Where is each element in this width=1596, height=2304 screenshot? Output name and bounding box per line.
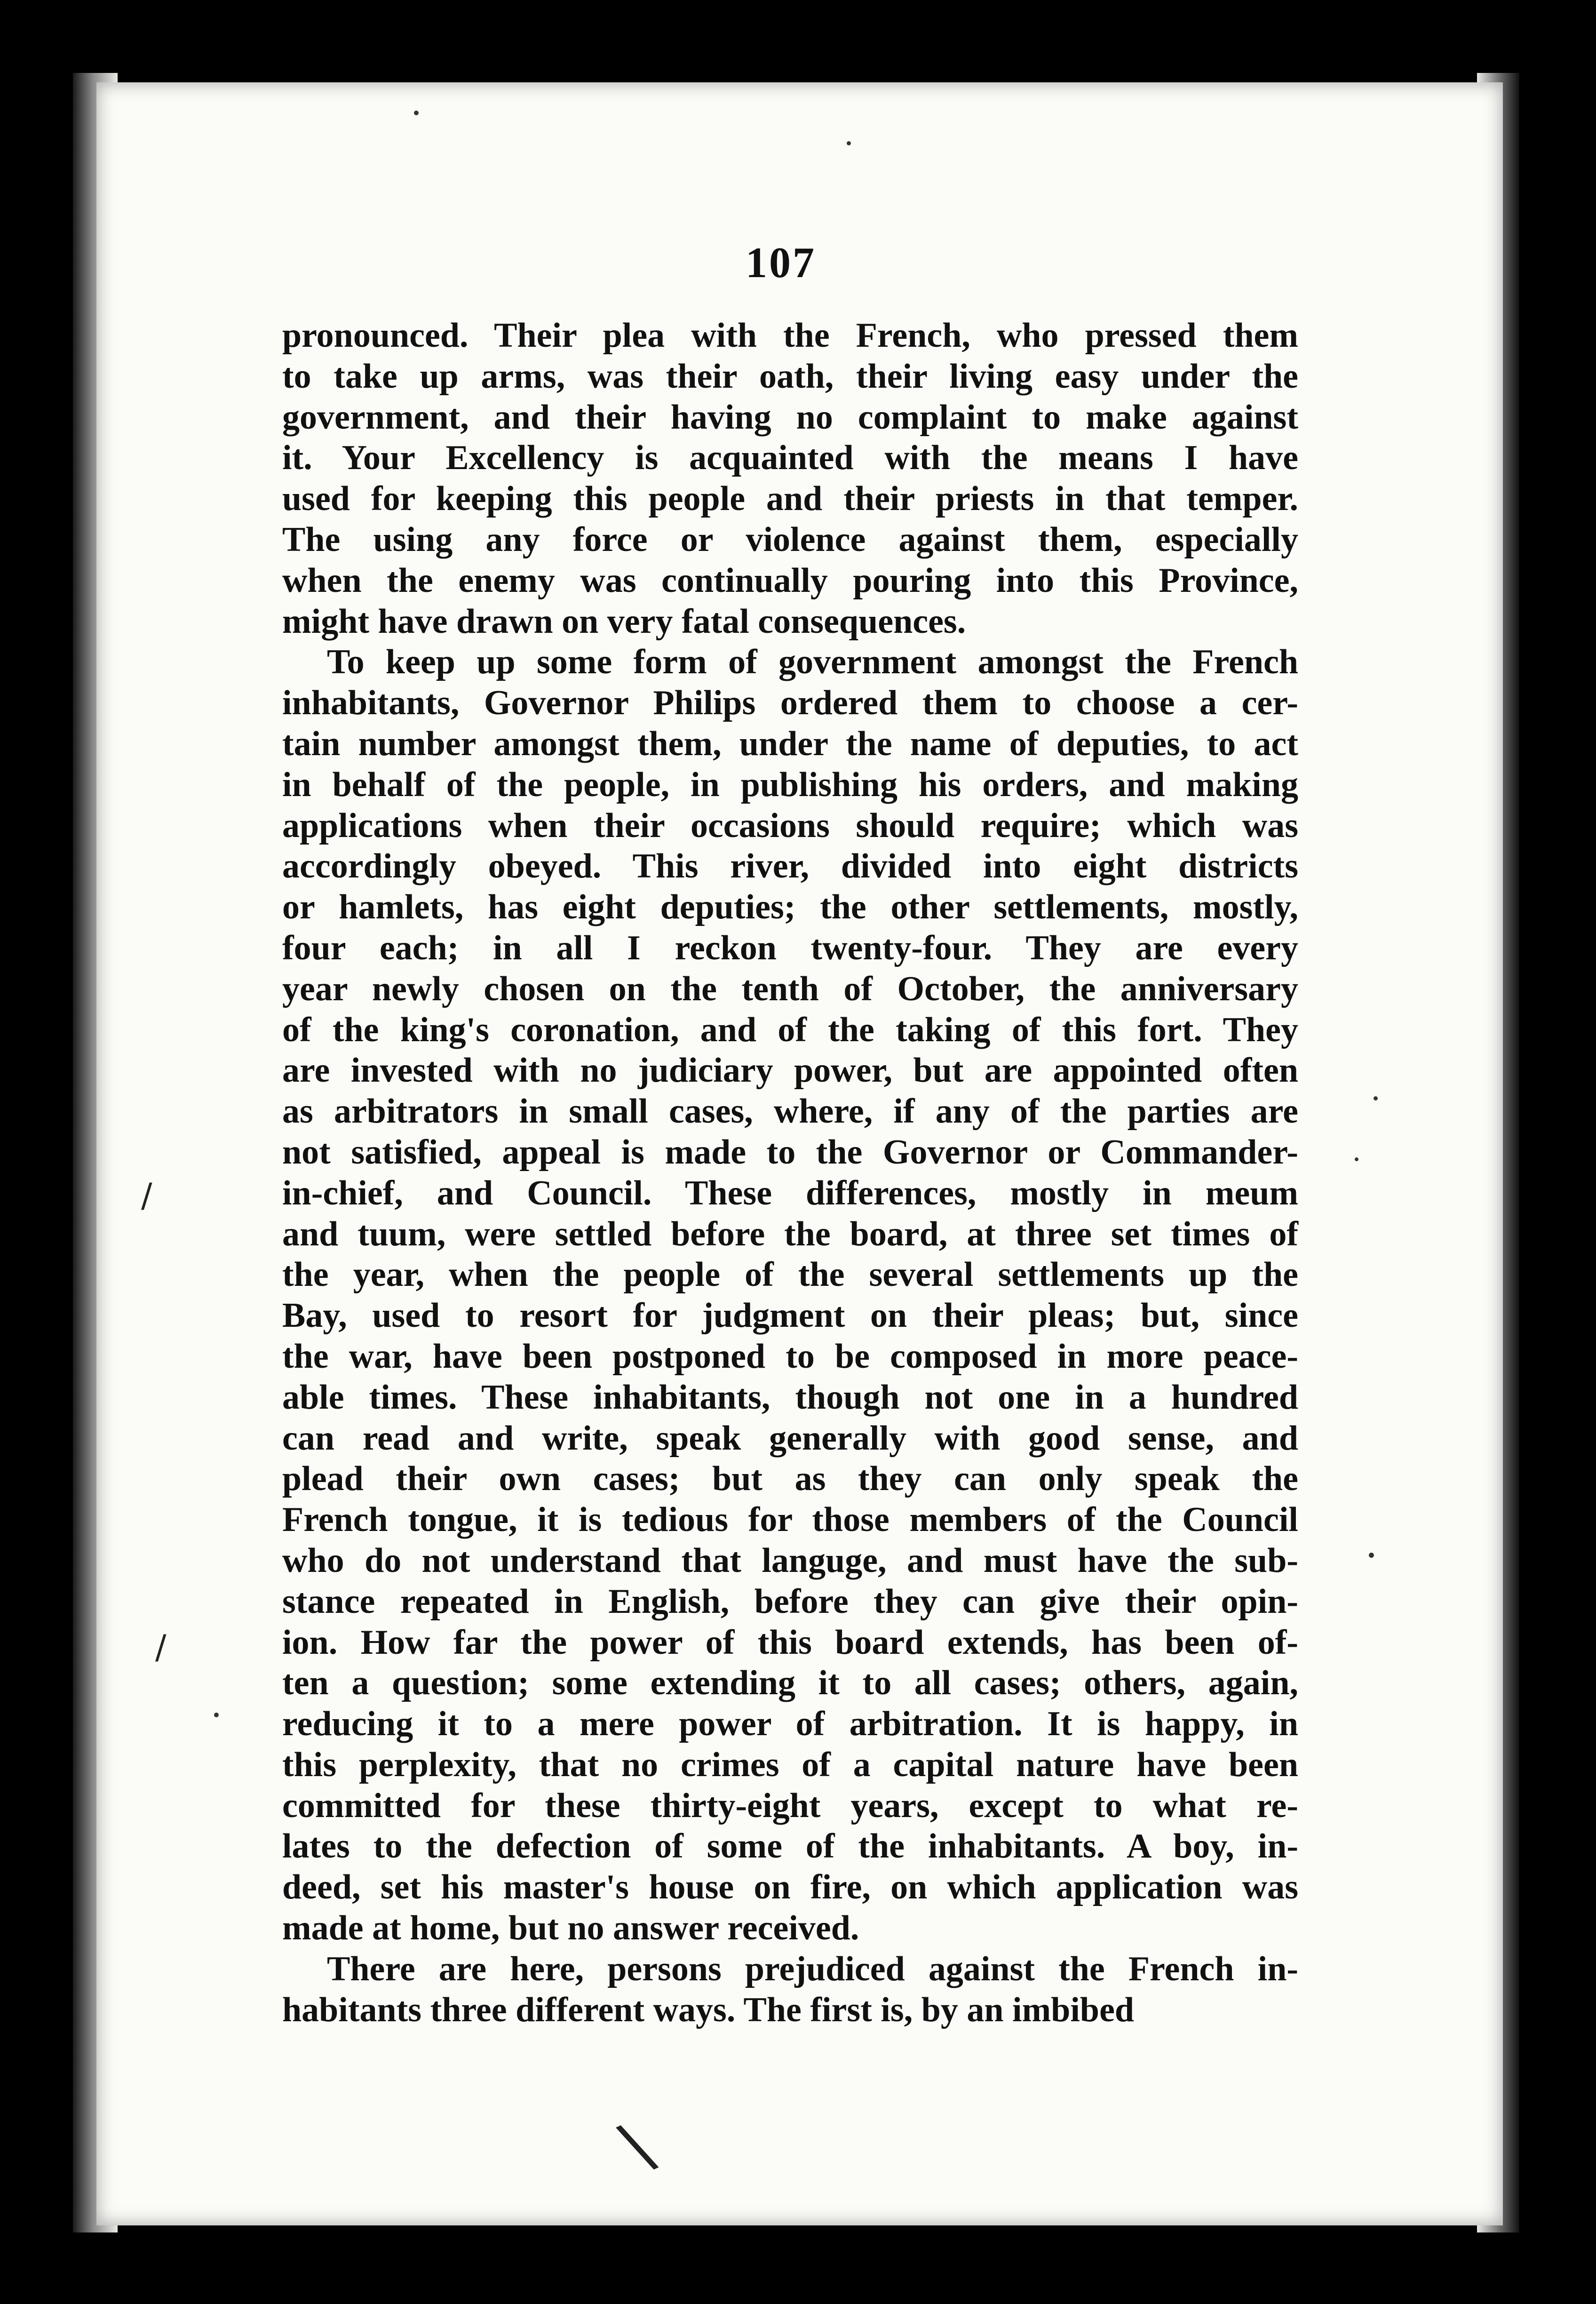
- text-line: stance repeated in English, before they can give their opin-: [282, 1582, 1298, 1621]
- text-line: reducing it to a mere power of arbitration. It is happy, in: [282, 1705, 1298, 1744]
- text-line: year newly chosen on the tenth of October, the anniversary: [282, 969, 1298, 1008]
- text-line: made at home, but no answer received.: [282, 1909, 859, 1948]
- text-line: plead their own cases; but as they can only speak the: [282, 1459, 1298, 1499]
- text-line: can read and write, speak generally with good sense, and: [282, 1419, 1298, 1458]
- text-line: or hamlets, has eight deputies; the other settlements, mostly,: [282, 888, 1298, 927]
- text-line: who do not understand that languge, and must have the sub-: [282, 1541, 1298, 1580]
- text-line: the war, have been postponed to be composed in more peace-: [282, 1337, 1298, 1376]
- text-line: and tuum, were settled before the board, at three set times of: [282, 1214, 1298, 1253]
- text-line: government, and their having no complaint to make against: [282, 398, 1298, 437]
- stray-pen-mark: /: [141, 1176, 152, 1215]
- text-line: as arbitrators in small cases, where, if any of the parties are: [282, 1092, 1298, 1131]
- text-line: four each; in all I reckon twenty-four. They are every: [282, 928, 1298, 967]
- scan-speck: [414, 111, 419, 115]
- scan-speck: [1374, 1096, 1378, 1100]
- text-line: it. Your Excellency is acquainted with the means I have: [282, 438, 1298, 478]
- text-line: tain number amongst them, under the name of deputies, to act: [282, 724, 1298, 763]
- text-line: might have drawn on very fatal consequences.: [282, 602, 966, 641]
- text-line: used for keeping this people and their priests in that temper.: [282, 479, 1298, 518]
- text-line: of the king's coronation, and of the taking of this fort. They: [282, 1010, 1298, 1049]
- text-line: Bay, used to resort for judgment on their pleas; but, since: [282, 1296, 1298, 1335]
- scan-speck: [1355, 1157, 1358, 1161]
- text-line: The using any force or violence against them, especially: [282, 520, 1298, 559]
- text-line: the year, when the people of the several settlements up the: [282, 1255, 1298, 1294]
- text-line: ten a question; some extending it to all cases; others, again,: [282, 1664, 1298, 1703]
- text-line: this perplexity, that no crimes of a capital nature have been: [282, 1745, 1298, 1784]
- text-line: able times. These inhabitants, though not one in a hundred: [282, 1378, 1298, 1417]
- text-line: in behalf of the people, in publishing his orders, and making: [282, 765, 1298, 804]
- text-line: pronounced. Their plea with the French, who pressed them: [282, 316, 1298, 355]
- scan-speck: [847, 141, 851, 145]
- text-line: ion. How far the power of this board extends, has been of-: [282, 1623, 1298, 1662]
- body-text: [282, 315, 1298, 2030]
- text-line: applications when their occasions should require; which was: [282, 806, 1298, 845]
- text-line: To keep up some form of government amongst the French: [327, 643, 1298, 682]
- text-line: in-chief, and Council. These differences, mostly in meum: [282, 1173, 1298, 1212]
- scan-speck: [214, 1713, 219, 1717]
- text-line: accordingly obeyed. This river, divided into eight districts: [282, 847, 1298, 886]
- text-line: habitants three different ways. The first is, by an imbibed: [282, 1990, 1135, 2029]
- stray-pen-mark: \: [610, 2106, 663, 2186]
- page-number: 107: [746, 239, 816, 287]
- text-line: committed for these thirty-eight years, except to what re-: [282, 1786, 1298, 1825]
- text-line: are invested with no judiciary power, but are appointed often: [282, 1051, 1298, 1090]
- scan-speck: [1369, 1553, 1374, 1558]
- text-line: to take up arms, was their oath, their living easy under the: [282, 357, 1298, 396]
- text-line: not satisfied, appeal is made to the Governor or Commander-: [282, 1132, 1298, 1172]
- text-line: inhabitants, Governor Philips ordered them to choose a cer-: [282, 684, 1298, 723]
- text-line: deed, set his master's house on fire, on which application was: [282, 1868, 1298, 1907]
- text-line: when the enemy was continually pouring into this Province,: [282, 561, 1298, 600]
- text-line: French tongue, it is tedious for those members of the Council: [282, 1500, 1298, 1539]
- stray-pen-mark: /: [155, 1628, 167, 1666]
- text-line: lates to the defection of some of the inhabitants. A boy, in-: [282, 1827, 1298, 1866]
- text-line: There are here, persons prejudiced against the French in-: [327, 1949, 1298, 1988]
